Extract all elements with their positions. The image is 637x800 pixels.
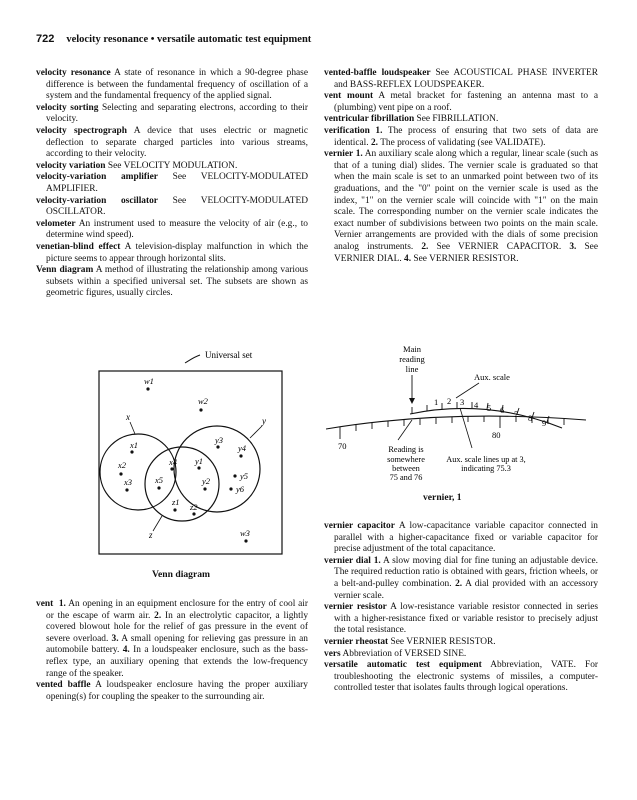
- element-z2: z2: [190, 502, 198, 512]
- entry: vented-baffle loudspeaker See ACOUSTICAL PHASE INVERTER and BASS-REFLEX LOUDSPEAKER.: [324, 68, 599, 90]
- universal-set-pointer: [185, 355, 200, 363]
- svg-text:line: line: [405, 364, 419, 374]
- element-w2: w2: [198, 396, 208, 406]
- venn-diagram: [90, 348, 290, 560]
- element-x2: x2: [118, 460, 127, 470]
- element-w3: w3: [240, 528, 250, 538]
- element-y5: y5: [240, 471, 249, 481]
- aux-number: 4: [474, 400, 479, 410]
- vernier-figure: [326, 342, 586, 487]
- venn-caption: Venn diagram: [152, 569, 211, 580]
- main-scale-80: 80: [492, 430, 501, 440]
- element-y6: y6: [236, 484, 245, 494]
- element-x3: x3: [124, 477, 133, 487]
- entry: velocity variation See VELOCITY MODULATION.: [36, 160, 238, 171]
- set-y-label: y: [262, 416, 266, 426]
- main-reading-line-label: Main: [403, 344, 421, 354]
- set-x-label: x: [126, 412, 130, 422]
- aux-number: 7: [514, 409, 519, 419]
- svg-text:indicating 75.3: indicating 75.3: [461, 464, 511, 473]
- aux-scale-numbers: [434, 396, 546, 428]
- entry: verification 1. The process of ensuring that two sets of data are identical. 2. The process of validating (see VALIDATE).: [324, 125, 598, 148]
- entry: velocity spectrograph A device that uses electric or magnetic deflection to separate charged particles into various streams, according to their velocity.: [36, 125, 308, 160]
- entry: vent mount A metal bracket for fastening an antenna mast to a (plumbing) vent pipe on a roof.: [324, 91, 599, 113]
- left-column-top: [36, 68, 308, 300]
- aux-number: 2: [447, 396, 452, 406]
- element-z1: z1: [172, 497, 180, 507]
- aux-number: 6: [500, 405, 505, 415]
- entry: vernier rheostat See VERNIER RESISTOR.: [324, 636, 496, 647]
- svg-text:Reading is: Reading is: [388, 445, 424, 454]
- page-number: 722: [36, 33, 55, 45]
- aux-scale-label: Aux. scale: [474, 372, 510, 382]
- universal-set-box: [99, 371, 282, 554]
- entry: vernier dial 1. A slow moving dial for fine tuning an adjustable device. The required reduction ratio is obtained with gears, friction wheels, or a belt-and-pulley combination. 2. A dial provided with an accessory vernier scale.: [324, 555, 599, 601]
- entry: velocity resonance A state of resonance in which a 90-degree phase difference is between the fundamental frequency of oscillation of a system and the fundamental frequency of the applied signal.: [36, 68, 308, 102]
- universal-set-label: Universal set: [205, 350, 253, 360]
- entry: vented baffle A loudspeaker enclosure having the proper auxiliary opening(s) for coupling the speaker to the surrounding air.: [36, 680, 308, 702]
- entry: venetian-blind effect A television-display malfunction in which the picture seems to appear through horizontal slits.: [36, 241, 308, 264]
- entry: vernier 1. An auxiliary scale along which a regular, linear scale (such as that of a tuning dial) slides. The vernier scale is graduated so that when the main scale is set to an unmarked point between two of its graduations, and the "0" point on the vernier scale is used as the index, "1" on the vernier scale will coincide with "1" on the main scale. The corresponding number on the vernier scale indicates the exact number of subdivisions between two points on the main scale. Vernier arrangements are provided with the dials of some precision analog instruments. 2. See VERNIER CAPACITOR. 3. See VERNIER DIAL. 4. See VERNIER RESISTOR.: [324, 149, 599, 264]
- entry: velocity-variation oscillator See VELOCITY-MODULATED OSCILLATOR.: [36, 195, 309, 218]
- left-column-bottom: [36, 599, 308, 703]
- right-column-top: [324, 68, 598, 265]
- vernier-caption: vernier, 1: [423, 492, 462, 503]
- running-title: velocity resonance • versatile automatic test equipment: [66, 34, 312, 45]
- element-y3: y3: [215, 435, 224, 445]
- entry: velocity-variation amplifier See VELOCITY-MODULATED AMPLIFIER.: [36, 172, 309, 194]
- aux-number: 5: [487, 403, 492, 413]
- svg-text:75 and 76: 75 and 76: [389, 473, 423, 482]
- aux-number: 1: [434, 397, 439, 407]
- main-scale-70: 70: [338, 441, 347, 451]
- aux-lines-note: [446, 455, 526, 473]
- aux-number: 8: [528, 413, 533, 423]
- entry: vernier capacitor A low-capacitance variable capacitor connected in parallel with a higher-capacitance fixed or variable capacitor for precise adjustment of the total capacitance.: [324, 521, 598, 555]
- element-y4: y4: [238, 443, 247, 453]
- element-x4: x4: [169, 457, 178, 467]
- aux-scale-arc: [410, 408, 562, 428]
- reading-note: [387, 445, 425, 482]
- page-header: [36, 33, 311, 45]
- set-z-label: z: [149, 530, 153, 540]
- element-y2: y2: [202, 476, 211, 486]
- svg-text:Aux. scale lines up at 3,: Aux. scale lines up at 3,: [446, 455, 526, 464]
- right-column-bottom: [324, 521, 598, 695]
- element-x5: x5: [155, 475, 164, 485]
- element-x1: x1: [130, 440, 139, 450]
- svg-text:between: between: [392, 464, 420, 473]
- entry: versatile automatic test equipment Abbreviation, VATE. For troubleshooting the electronic systems of missiles, a computer-controlled tester that isolates faults through logical operations.: [324, 660, 599, 694]
- entry: vernier resistor A low-resistance variable resistor connected in series with a higher-resistance fixed or variable resistor to precisely adjust the total resistance.: [324, 602, 598, 636]
- entry: ventricular fibrillation See FIBRILLATION.: [324, 114, 499, 125]
- entry: Venn diagram A method of illustrating the relationship among various subsets within a specified universal set. The subsets are shown as geometric figures, usually circles.: [36, 265, 308, 299]
- element-y1: y1: [195, 456, 204, 466]
- element-w1: w1: [144, 376, 154, 386]
- entry: vers Abbreviation of VERSED SINE.: [324, 648, 467, 659]
- entry: velometer An instrument used to measure the velocity of air (e.g., to determine wind speed).: [36, 218, 308, 241]
- entry: velocity sorting Selecting and separating electrons, according to their velocity.: [36, 102, 309, 125]
- aux-number: 9: [542, 418, 547, 428]
- svg-text:somewhere: somewhere: [387, 455, 425, 464]
- svg-text:reading: reading: [399, 354, 425, 364]
- venn-diagram-figure: [90, 348, 290, 565]
- entry: vent 1. An opening in an equipment enclosure for the entry of cool air or the escape of warm air. 2. In an electrolytic capacitor, a lightly covered blowout hole for the relief of gas pressure in the event of severe overload. 3. A small opening for relieving gas pressure in an automobile battery. 4. In a loudspeaker enclosure, such as the bass-reflex type, an auxiliary opening that extends the low-frequency range of the speaker.: [36, 599, 309, 679]
- aux-number: 3: [460, 397, 465, 407]
- vernier-diagram: [326, 342, 586, 482]
